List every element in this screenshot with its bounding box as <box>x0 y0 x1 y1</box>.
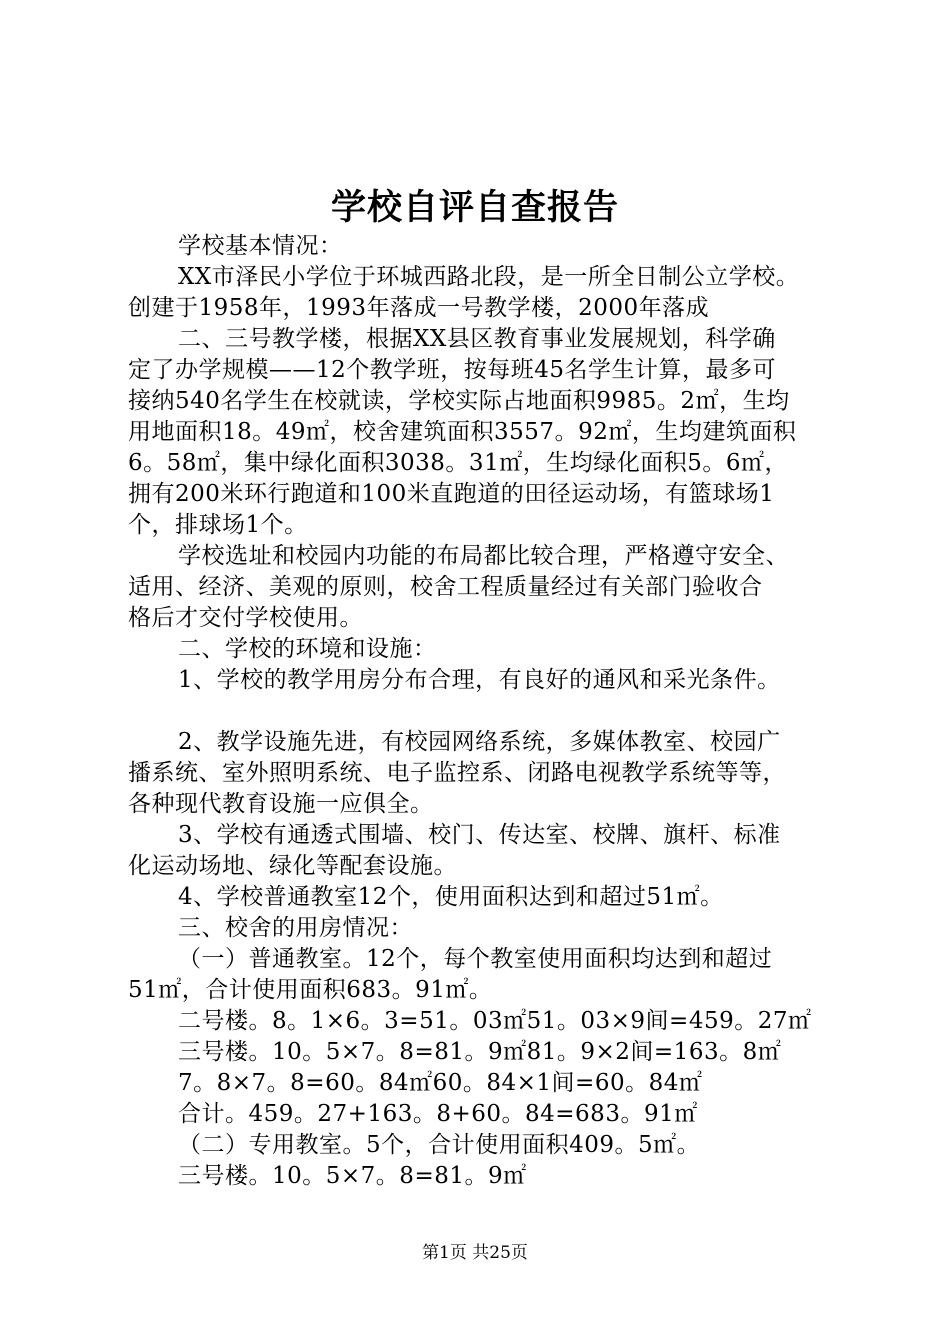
text-line: 二、三号教学楼，根据XX县区教育事业发展规划，科学确 <box>178 326 776 352</box>
text-line: 定了办学规模——12个教学班，按每班45名学生计算，最多可 <box>128 357 777 383</box>
text-line: 接纳540名学生在校就读，学校实际占地面积9985。2㎡，生均 <box>128 388 790 414</box>
text-line: 三号楼。10。5×7。8=81。9㎡ <box>178 1163 527 1189</box>
text-line: 三、校舍的用房情况： <box>178 915 413 941</box>
text-line: 3、学校有通透式围墙、校门、传达室、校牌、旗杆、标准 <box>178 822 781 848</box>
document-body <box>128 231 840 1192</box>
text-line: 学校基本情况： <box>178 233 343 259</box>
text-line: 二号楼。8。1×6。3=51。03㎡51。03×9间=459。27㎡ <box>178 1008 812 1034</box>
text-line: 化运动场地、绿化等配套设施。 <box>128 853 457 879</box>
text-line: 拥有200米环行跑道和100米直跑道的田径运动场，有篮球场1 <box>128 481 775 507</box>
text-line: 7。8×7。8=60。84㎡60。84×1间=60。84㎡ <box>178 1070 703 1096</box>
text-line: 各种现代教育设施一应俱全。 <box>128 791 434 817</box>
blank-line <box>128 696 840 727</box>
text-line: 适用、经济、美观的原则，校舍工程质量经过有关部门验收合 <box>128 574 763 600</box>
text-line: 播系统、室外照明系统、电子监控系、闭路电视教学系统等等， <box>128 760 786 786</box>
text-line: 51㎡，合计使用面积683。91㎡。 <box>128 977 493 1003</box>
text-line: 4、学校普通教室12个，使用面积达到和超过51㎡。 <box>178 884 724 910</box>
text-line: 三号楼。10。5×7。8=81。9㎡81。9×2间=163。8㎡ <box>178 1039 782 1065</box>
text-line: 1、学校的教学用房分布合理，有良好的通风和采光条件。 <box>178 667 781 693</box>
text-line: 个，排球场1个。 <box>128 512 308 538</box>
text-line: XX市泽民小学位于环城西路北段，是一所全日制公立学校。 <box>178 264 800 290</box>
text-line: （二）专用教室。5个，合计使用面积409。5㎡。 <box>178 1132 701 1158</box>
text-line: 二、学校的环境和设施： <box>178 636 437 662</box>
text-line: 6。58㎡，集中绿化面积3038。31㎡，生均绿化面积5。6㎡， <box>128 450 788 476</box>
text-line: 用地面积18。49㎡，校舍建筑面积3557。92㎡，生均建筑面积 <box>128 419 797 445</box>
text-line: 学校选址和校园内功能的布局都比较合理，严格遵守安全、 <box>178 543 789 569</box>
document-title: 学校自评自查报告 <box>330 188 619 228</box>
text-line: 格后才交付学校使用。 <box>128 605 363 631</box>
text-line: 创建于1958年，1993年落成一号教学楼，2000年落成 <box>128 295 710 321</box>
text-line: 2、教学设施先进，有校园网络系统，多媒体教室、校园广 <box>178 729 781 755</box>
text-line: 合计。459。27+163。8+60。84=683。91㎡ <box>178 1101 698 1127</box>
page-footer: 第1页 共25页 <box>422 1243 528 1263</box>
text-line: （一）普通教室。12个，每个教室使用面积均达到和超过 <box>178 946 773 972</box>
